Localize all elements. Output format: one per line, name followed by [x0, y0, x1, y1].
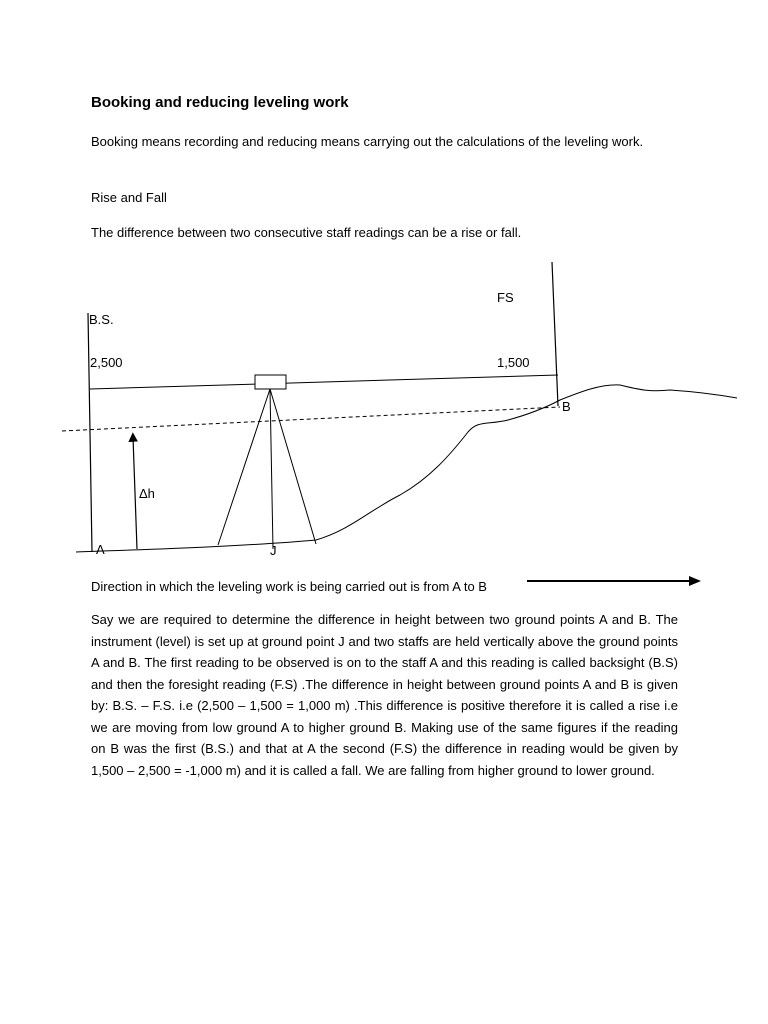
- bs-label: B.S.: [89, 312, 114, 327]
- ground-profile: [76, 385, 737, 552]
- definition-paragraph: The difference between two consecutive staff readings can be a rise or fall.: [91, 225, 522, 240]
- direction-text: Direction in which the leveling work is being carried out is from A to B: [91, 579, 487, 594]
- level-instrument: [255, 375, 286, 389]
- sight-line: [90, 375, 558, 389]
- explanation-paragraph: Say we are required to determine the difference in height between two ground points A and B. The instrument (level) is set up at ground point J and two staffs are held vertically above the ground points A and B. The first reading to be observed is on to the staff A and this reading is called backsight (B.S) and then the foresight reading (F.S) .The difference in height between ground points A and B is given by: B.S. – F.S. i.e (2,500 – 1,500 = 1,000 m) .This difference is positive therefore it is called a rise i.e we are moving from low ground A to higher ground B. Making use of the same figures if the reading on B was the first (B.S.) and that at A the second (F.S) the difference in reading would be given by 1,500 – 2,500 = -1,000 m) and it is called a fall. We are falling from higher ground to lower ground.: [91, 612, 678, 778]
- point-j-label: J: [270, 543, 277, 558]
- page-title: Booking and reducing leveling work: [91, 94, 349, 111]
- tripod-leg: [270, 389, 316, 544]
- point-b-label: B: [562, 399, 571, 414]
- height-difference-arrow: [133, 437, 137, 549]
- staff-b: [552, 262, 558, 406]
- height-difference-label: Δh: [139, 486, 155, 501]
- tripod-leg: [218, 389, 270, 545]
- bs-reading: 2,500: [90, 355, 123, 370]
- staff-a: [88, 313, 92, 552]
- direction-arrow: [525, 574, 705, 588]
- leveling-diagram: [0, 255, 768, 565]
- tripod-leg: [270, 389, 273, 549]
- fs-label: FS: [497, 290, 514, 305]
- datum-line: [62, 407, 560, 431]
- point-a-label: A: [96, 542, 105, 557]
- intro-paragraph: Booking means recording and reducing means carrying out the calculations of the leveling work.: [91, 134, 644, 149]
- fs-reading: 1,500: [497, 355, 530, 370]
- section-subheading: Rise and Fall: [91, 190, 167, 205]
